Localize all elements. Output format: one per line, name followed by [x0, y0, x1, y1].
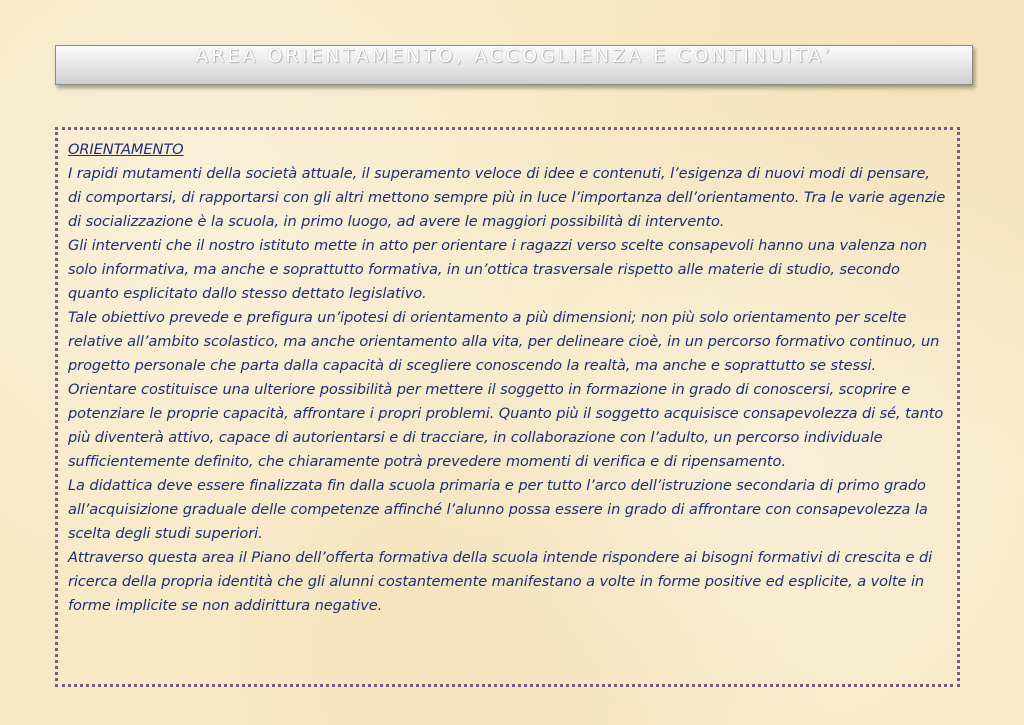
section-heading: ORIENTAMENTO	[68, 141, 184, 158]
page-title: AREA ORIENTAMENTO, ACCOGLIENZA E CONTINUITA’	[195, 45, 833, 67]
paragraph-2: Gli interventi che il nostro istituto mette in atto per orientare i ragazzi verso scelte consapevoli hanno una valenza non solo informativa, ma anche e soprattutto formativa, in un’ottica trasversale rispetto alle materie di studio, secondo quanto esplicitato dallo stesso dettato legislativo.	[68, 237, 927, 302]
paragraph-1: I rapidi mutamenti della società attuale, il superamento veloce di idee e contenuti, l’esigenza di nuovi modi di pensare, di comportarsi, di rapportarsi con gli altri mettono sempre più in luce l’importanza dell’orientamento. Tra le varie agenzie di socializzazione è la scuola, in primo luogo, ad avere le maggiori possibilità di intervento.	[68, 165, 946, 230]
title-banner	[55, 45, 973, 85]
paragraph-3: Tale obiettivo prevede e prefigura un’ipotesi di orientamento a più dimensioni; non più solo orientamento per scelte relative all’ambito scolastico, ma anche orientamento alla vita, per delineare cioè, in un percorso formativo continuo, un progetto personale che parta dalla capacità di scegliere conoscendo la realtà, ma anche e soprattutto se stessi. Orientare costituisce una ulteriore possibilità per mettere il soggetto in formazione in grado di conoscersi, scoprire e potenziare le proprie capacità, affrontare i propri problemi. Quanto più il soggetto acquisisce consapevolezza di sé, tanto più diventerà attivo, capace di autorientarsi e di tracciare, in collaborazione con l’adulto, un percorso individuale sufficientemente definito, che chiaramente potrà prevedere momenti di verifica e di ripensamento.	[68, 309, 944, 470]
paragraph-5: Attraverso questa area il Piano dell’offerta formativa della scuola intende rispondere ai bisogni formativi di crescita e di ricerca della propria identità che gli alunni costantemente manifestano a volte in forme positive ed esplicite, a volte in forme implicite se non addirittura negative.	[68, 549, 933, 614]
content-panel	[55, 127, 960, 687]
paragraph-4: La didattica deve essere finalizzata fin dalla scuola primaria e per tutto l’arco dell’istruzione secondaria di primo grado all’acquisizione graduale delle competenze affinché l’alunno possa essere in grado di affrontare con consapevolezza la scelta degli studi superiori.	[68, 477, 928, 542]
